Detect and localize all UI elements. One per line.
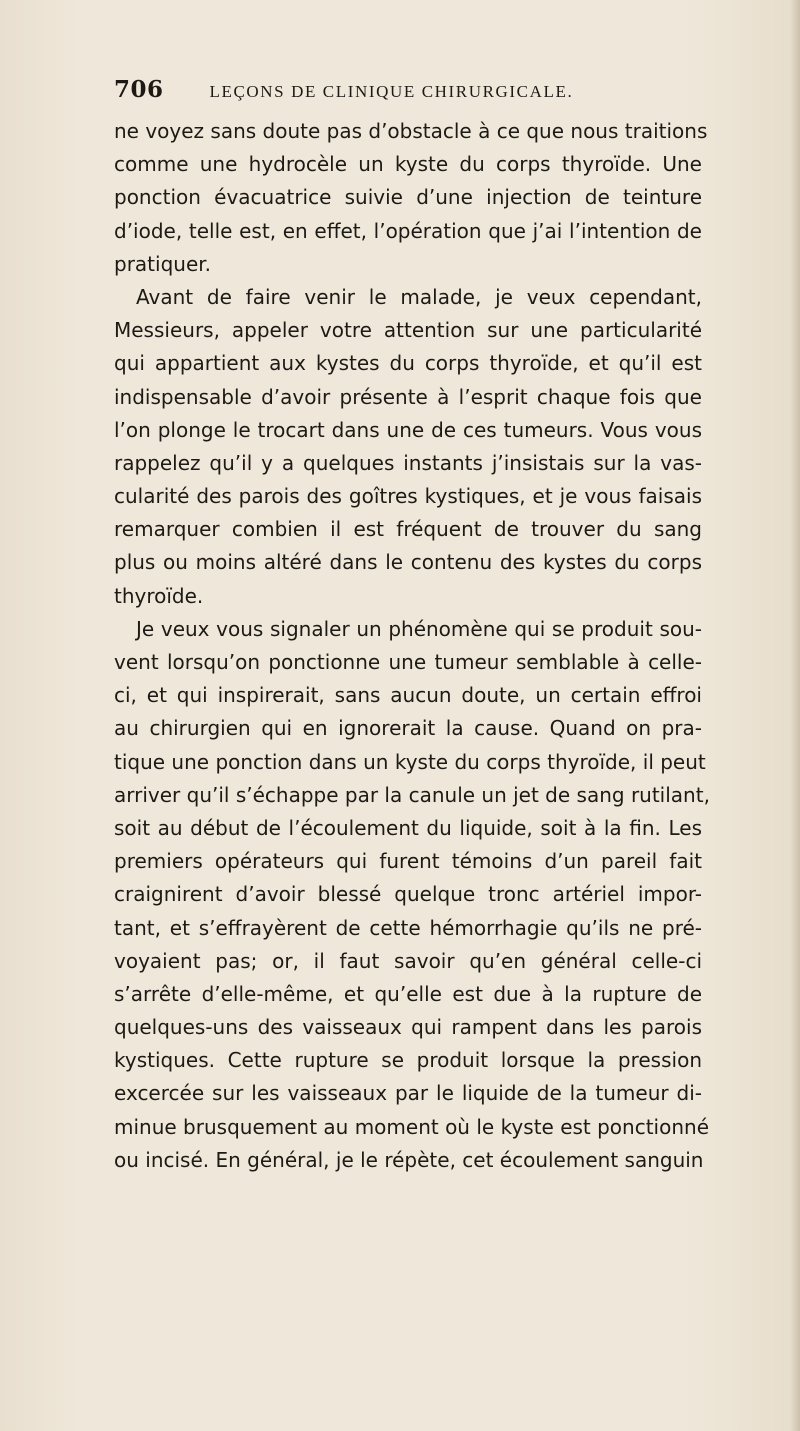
text-line: quelques-uns des vaisseaux qui rampent dans les parois (114, 1015, 702, 1040)
text-line: qui appartient aux kystes du corps thyroïde, et qu’il est (114, 351, 702, 376)
text-line: excercée sur les vaisseaux par le liquide de la tumeur di- (114, 1081, 702, 1106)
text-line: tant, et s’effrayèrent de cette hémorrhagie qu’ils ne pré- (114, 915, 702, 940)
text-line: l’on plonge le trocart dans une de ces tumeurs. Vous vous (114, 417, 702, 442)
text-line: soit au début de l’écoulement du liquide, soit à la fin. Les (114, 815, 702, 840)
text-line: pratiquer. (114, 251, 211, 276)
text-line: cularité des parois des goîtres kystiques, et je vous faisais (114, 484, 702, 509)
text-line: comme une hydrocèle un kyste du corps thyroïde. Une (114, 152, 702, 177)
text-line: voyaient pas; or, il faut savoir qu’en général celle-ci (114, 948, 702, 973)
text-line: minue brusquement au moment où le kyste est ponctionné (114, 1114, 710, 1139)
text-line: tique une ponction dans un kyste du corps thyroïde, il peut (114, 749, 706, 774)
text-line: kystiques. Cette rupture se produit lorsque la pression (114, 1048, 702, 1073)
text-line: au chirurgien qui en ignorerait la cause. Quand on pra- (114, 716, 702, 741)
text-line: d’iode, telle est, en effet, l’opération que j’ai l’intention de (114, 218, 702, 243)
text-line: thyroïde. (114, 583, 204, 608)
text-line: plus ou moins altéré dans le contenu des kystes du corps (114, 550, 702, 575)
page-edge-shadow (790, 0, 800, 1431)
page-header (114, 76, 674, 106)
text-line: s’arrête d’elle-même, et qu’elle est due à la rupture de (114, 981, 702, 1006)
paragraph-start-line: Je veux vous signaler un phénomène qui se produit sou- (136, 616, 702, 641)
text-line: craignirent d’avoir blessé quelque tronc artériel impor- (114, 882, 702, 907)
text-line: ne voyez sans doute pas d’obstacle à ce que nous traitions (114, 119, 708, 143)
paragraph-start-line: Avant de faire venir le malade, je veux cependant, (136, 284, 702, 309)
text-line: vent lorsqu’on ponctionne une tumeur semblable à celle- (114, 650, 702, 674)
running-head: LEÇONS DE CLINIQUE CHIRURGICALE. (209, 82, 574, 101)
text-line: arriver qu’il s’échappe par la canule un jet de sang rutilant, (114, 782, 710, 807)
text-line: ci, et qui inspirerait, sans aucun doute, un certain effroi (114, 683, 702, 708)
page-number: 706 (114, 76, 164, 103)
text-line: rappelez qu’il y a quelques instants j’insistais sur la vas- (114, 450, 702, 475)
text-line: indispensable d’avoir présente à l’esprit chaque fois que (114, 384, 702, 409)
text-line: ponction évacuatrice suivie d’une injection de teinture (114, 185, 702, 210)
body-text (114, 115, 710, 1177)
text-line: ou incisé. En général, je le répète, cet écoulement sanguin (114, 1147, 704, 1172)
text-line: premiers opérateurs qui furent témoins d’un pareil fait (114, 849, 702, 874)
text-line: remarquer combien il est fréquent de trouver du sang (114, 517, 702, 542)
text-line: Messieurs, appeler votre attention sur une particularité (114, 318, 702, 343)
